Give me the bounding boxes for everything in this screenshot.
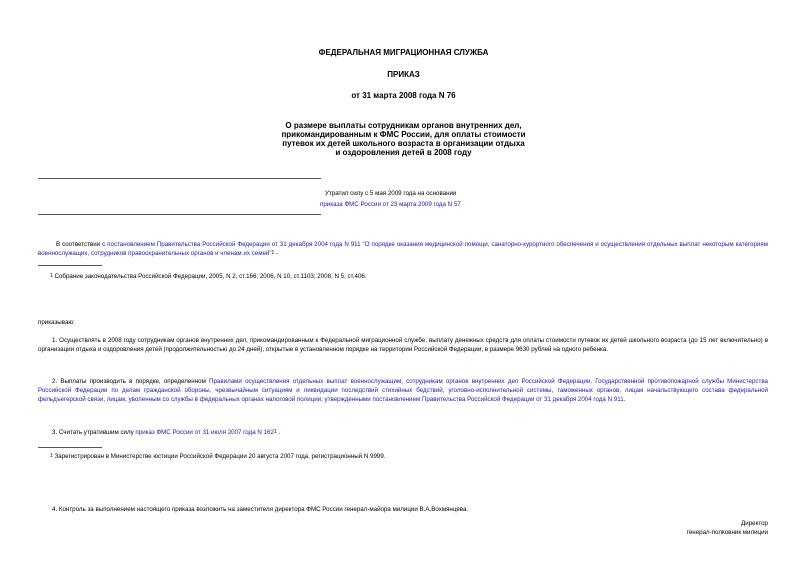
preamble-link[interactable]: постановлением Правительства Российской Федерации от 31 декабря 2004 года N 911 "О порядке оказания медицинской помощи, санаторно-курортного обеспечения и осуществления отдельных выплат некоторым категориям военнослужащих, сотрудников правоохранительных органов и членам их семей" [38,241,768,257]
footnote-divider [38,265,102,266]
footnote-2 [50,452,750,461]
item-2 [38,377,768,404]
item-3-end: . [276,429,281,436]
doc-title-line: прикомандированным к ФМС России, для оплаты стоимости [281,130,526,139]
doc-type: ПРИКАЗ [387,70,420,79]
status-note-text: Утратил силу с 5 мая 2009 года на основании [325,190,457,197]
footnote-ref[interactable]: 1 [273,429,277,435]
doc-title [0,121,807,157]
item-3-link[interactable]: приказ ФМС России от 31 июля 2007 года N 162 [135,429,274,436]
agency-title: ФЕДЕРАЛЬНАЯ МИГРАЦИОННАЯ СЛУЖБА [318,48,489,57]
doc-title-line: и оздоровления детей в 2008 году [335,148,472,157]
preamble-end: - [274,250,279,257]
doc-title-line: О размере выплаты сотрудникам органов внутренних дел, [285,121,522,130]
footnote-text: Зарегистрирован в Министерстве юстиции Российской Федерации 20 августа 2007 года, регистрационный N 9999. [54,453,386,460]
item-2-start: 2. Выплаты производить в порядке, определенном [52,378,210,385]
signature [600,519,768,537]
item-4: 4. Контроль за выполнением настоящего приказа возложить на заместителя директора ФМС России генерал-майора милиции В.А.Вохмянцева. [52,506,469,513]
preamble [38,240,768,258]
signature-rank: генерал-полковник милиции [686,529,768,536]
footnote-1 [50,272,750,281]
item-3 [52,428,752,437]
status-note-link[interactable]: приказа ФМС России от 23 марта 2009 года N 57 [320,201,461,208]
footnote-text: Собрание законодательства Российской Федерации, 2005, N 2, ст.166; 2006, N 10, ст.1103; 2008, N 5, ст.406. [54,273,367,280]
preamble-start: В соответствии с [56,241,108,248]
item-2-link[interactable]: Правилами осуществления отдельных выплат военнослужащим, сотрудникам органов внутренних дел Российской Федерации, Государственной противопожарной службы Министерства Российской Федерации по делам гражданской обороны, чрезвычайным ситуациям и ликвидации последствий стихийных бедствий, уголовно-исполнительной системы, таможенных органов, лицам начальствующего состава федеральной фельдъегерской связи, лицам, уволенным со службы в федеральных органах налоговой полиции, утвержденными постановлением Правительства Российской Федерации от 31 декабря 2004 года N 911 [38,378,768,403]
doc-title-line: путевок их детей школьного возраста в организации отдыха [282,139,525,148]
footnote-ref[interactable]: 1 [271,250,275,256]
divider-bottom [38,214,321,215]
item-1: 1. Осуществлять в 2008 году сотрудникам органов внутренних дел, прикомандированным к Федеральной миграционной службе, выплату денежных средств для оплаты стоимости путевок их детей школьного возраста (до 15 лет включительно) в организации отдыха и оздоровления детей (продолжительностью до 24 дней), открытые в установленном порядке на территории Российской Федерации, в размере 9630 рублей на одного ребенка. [38,337,768,353]
order-word: приказываю: [38,319,75,326]
item-3-start: 3. Считать утратившим силу [52,429,136,436]
doc-date: от 31 марта 2008 года N 76 [351,91,456,100]
footnote-mark: 1 [50,273,53,279]
footnote-divider [38,447,102,448]
item-2-end: . [623,396,626,403]
divider-top [38,178,321,179]
signature-title: Директор [741,520,768,527]
footnote-mark: 1 [50,453,53,459]
